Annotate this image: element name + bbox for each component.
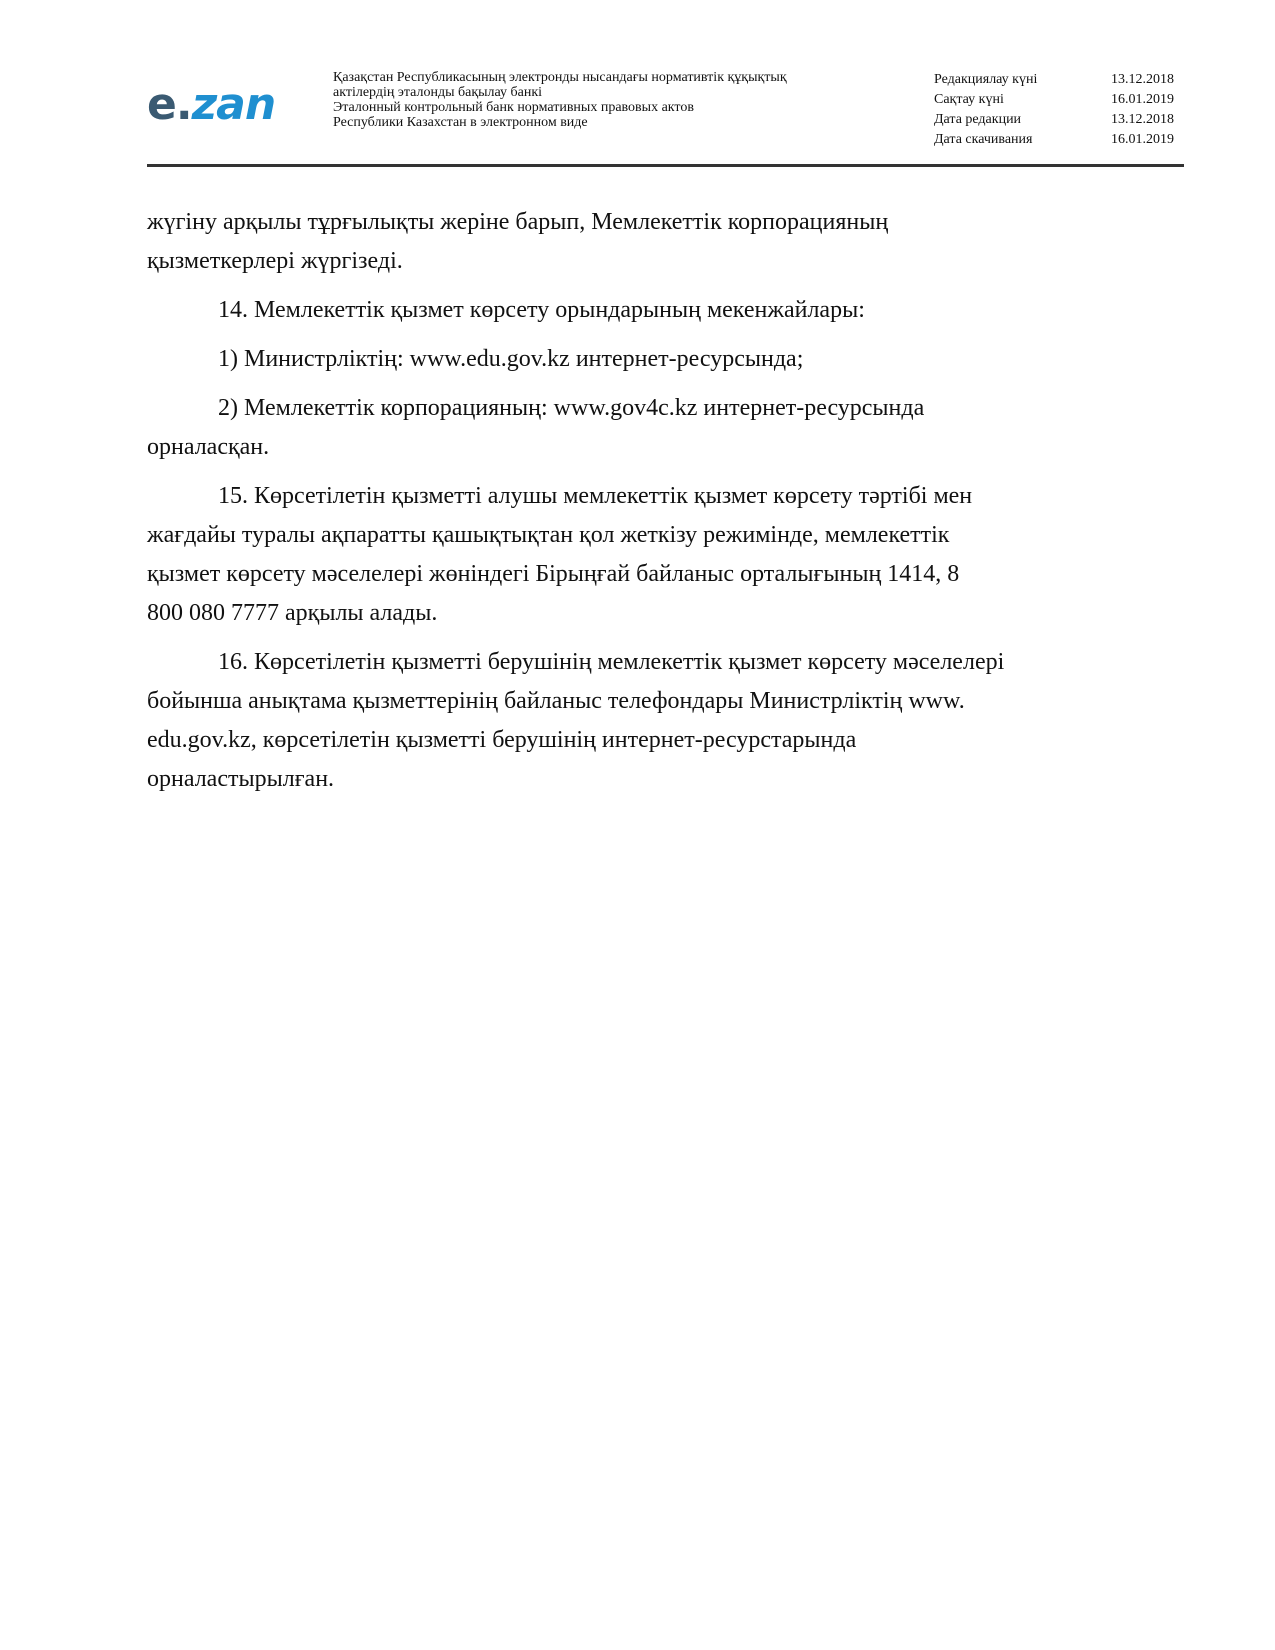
meta-value: 16.01.2019: [1111, 92, 1174, 107]
text-line: edu.gov.kz, көрсетілетін қызметті берушінің интернет-ресурстарында: [147, 727, 857, 753]
meta-value: 16.01.2019: [1111, 132, 1174, 147]
page-header: [147, 70, 1181, 166]
paragraph-16: [147, 643, 1177, 799]
header-description-line: Республики Казахстан в электронном виде: [333, 115, 588, 130]
logo-text: [147, 79, 275, 130]
text-line: жағдайы туралы ақпаратты қашықтықтан қол жеткізу режимінде, мемлекеттік: [147, 522, 950, 548]
paragraph-14-2: [147, 389, 1177, 467]
meta-value: 13.12.2018: [1111, 112, 1174, 127]
meta-label: Дата редакции: [934, 112, 1022, 127]
meta-row: [934, 90, 1174, 110]
paragraph-continuation: [147, 203, 1177, 281]
text-line: 14. Мемлекеттік қызмет көрсету орындарының мекенжайлары:: [218, 297, 865, 323]
meta-label: Сақтау күні: [934, 92, 1004, 107]
header-divider: [147, 164, 1184, 167]
text-line: 2) Мемлекеттік корпорацияның: www.gov4c.kz интернет-ресурсында: [218, 395, 925, 421]
header-description: [333, 70, 893, 130]
text-line: қызметкерлері жүргізеді.: [147, 248, 403, 274]
paragraph-14-1: [147, 340, 1177, 379]
text-line: орналастырылған.: [147, 766, 335, 792]
text-line: бойынша анықтама қызметтерінің байланыс телефондары Министрліктің www.: [147, 688, 965, 714]
text-line: 15. Көрсетілетін қызметті алушы мемлекеттік қызмет көрсету тәртібі мен: [218, 483, 973, 509]
logo-e: e: [147, 79, 176, 130]
logo-zan: zan: [191, 79, 276, 130]
meta-value: 13.12.2018: [1111, 72, 1174, 87]
logo-dot: .: [175, 79, 192, 130]
header-description-line: Эталонный контрольный банк нормативных правовых актов: [333, 100, 694, 115]
paragraph-15: [147, 477, 1177, 633]
text-line: жүгіну арқылы тұрғылықты жеріне барып, Мемлекеттік корпорацияның: [147, 209, 889, 235]
header-description-line: актілердің эталонды бақылау банкі: [333, 85, 543, 100]
meta-row: [934, 130, 1174, 150]
document-body: [147, 203, 1177, 809]
meta-row: [934, 70, 1174, 90]
meta-label: Редакциялау күні: [934, 72, 1038, 87]
meta-label: Дата скачивания: [934, 132, 1033, 147]
text-line: орналасқан.: [147, 434, 270, 460]
text-line: 16. Көрсетілетін қызметті берушінің мемлекеттік қызмет көрсету мәселелері: [218, 649, 1005, 675]
meta-row: [934, 110, 1174, 130]
paragraph-14: [147, 291, 1177, 330]
text-line: 1) Министрліктің: www.edu.gov.kz интернет-ресурсында;: [218, 346, 804, 372]
text-line: 800 080 7777 арқылы алады.: [147, 600, 438, 626]
text-line: қызмет көрсету мәселелері жөніндегі Бірыңғай байланыс орталығының 1414, 8: [147, 561, 960, 587]
ezan-logo: [147, 80, 297, 130]
header-meta: [934, 70, 1174, 150]
header-description-line: Қазақстан Республикасының электронды нысандағы нормативтік құқықтық: [333, 70, 787, 85]
